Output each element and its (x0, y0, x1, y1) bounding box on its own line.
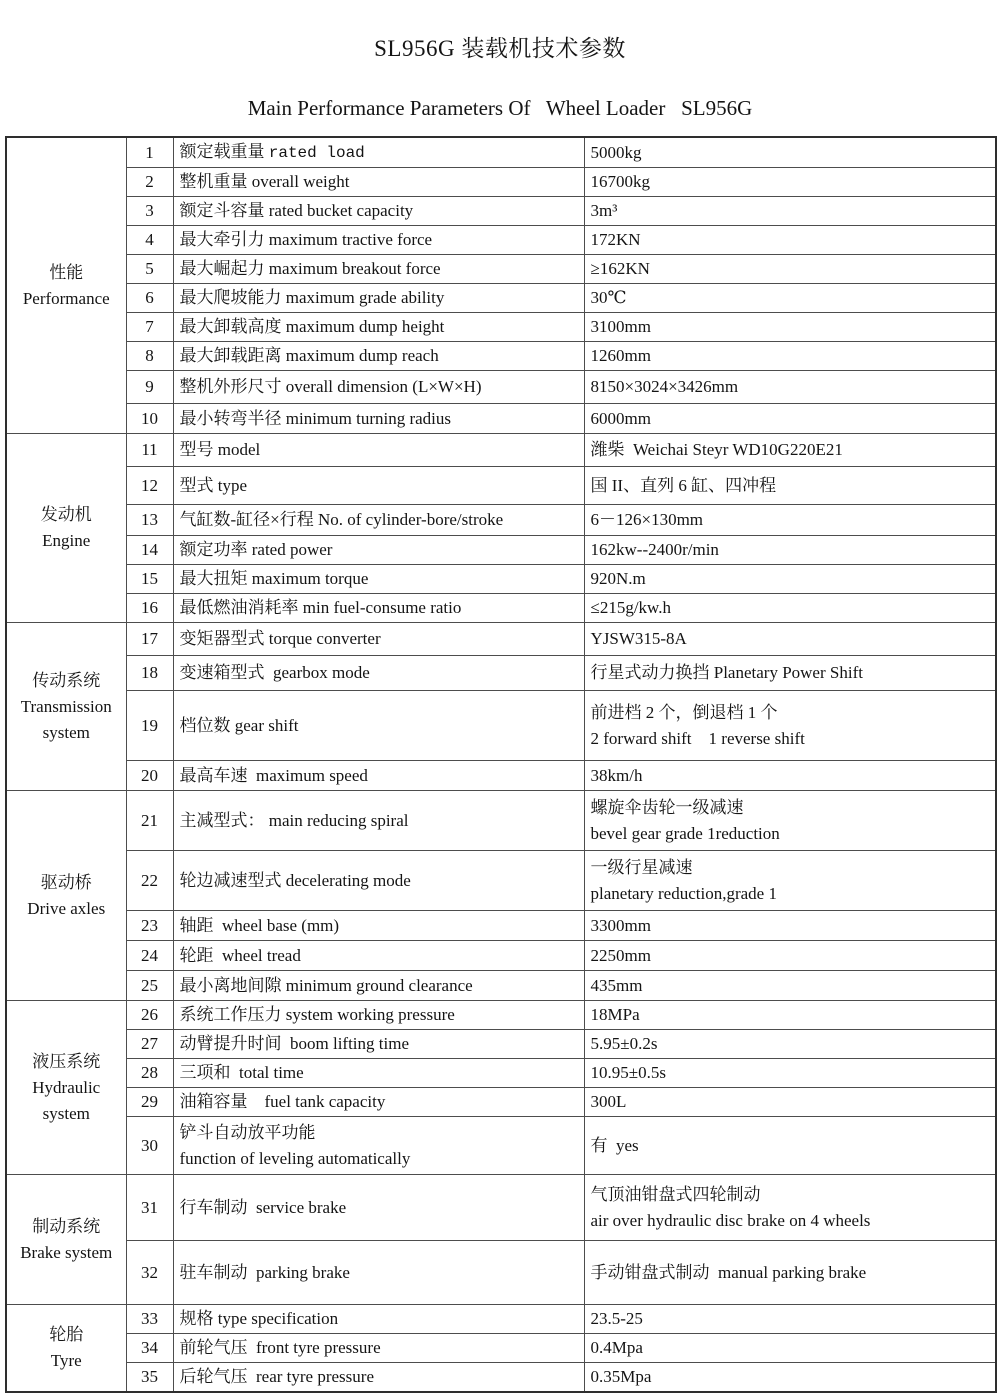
param-value-line: 16700kg (590, 172, 650, 191)
param-label-line: 动臂提升时间 boom lifting time (179, 1034, 409, 1053)
param-label-line: function of leveling automatically (179, 1148, 411, 1168)
param-value-line: 1260mm (590, 346, 651, 365)
param-value (584, 505, 996, 536)
param-value (584, 168, 996, 197)
param-value (584, 1241, 996, 1305)
table-row (6, 791, 996, 851)
param-value (584, 226, 996, 255)
param-label (173, 1030, 584, 1059)
param-label (173, 1175, 584, 1241)
param-label (173, 1001, 584, 1030)
section-label (6, 1305, 126, 1393)
table-row (6, 851, 996, 911)
param-value (584, 1030, 996, 1059)
table-row (6, 313, 996, 342)
param-label (173, 137, 584, 168)
table-row (6, 536, 996, 565)
row-number: 35 (126, 1363, 173, 1393)
param-label (173, 565, 584, 594)
param-value (584, 137, 996, 168)
row-number: 29 (126, 1088, 173, 1117)
page-title-en: Main Performance Parameters Of Wheel Loader SL956G (247, 96, 753, 120)
param-label-line: 型号 model (179, 440, 261, 459)
table-row (6, 761, 996, 791)
table-row (6, 565, 996, 594)
row-number: 18 (126, 656, 173, 691)
page-title-zh: SL956G 装载机技术参数 (374, 36, 626, 61)
param-value (584, 371, 996, 404)
param-value-line: planetary reduction,grade 1 (590, 883, 777, 903)
param-value (584, 1117, 996, 1175)
section-label (6, 434, 126, 623)
row-number: 31 (126, 1175, 173, 1241)
row-number: 28 (126, 1059, 173, 1088)
param-label (173, 623, 584, 656)
param-value (584, 1001, 996, 1030)
param-value-line: 气顶油钳盘式四轮制动 (590, 1184, 761, 1204)
row-number: 22 (126, 851, 173, 911)
table-row (6, 342, 996, 371)
param-label (173, 1088, 584, 1117)
param-value-line: 6－126×130mm (590, 510, 704, 529)
param-label-line: 前轮气压 front tyre pressure (179, 1338, 381, 1357)
section-label-line: Engine (42, 531, 91, 550)
param-label-en-mono: rated load (268, 144, 365, 162)
param-label-line: 变矩器型式 torque converter (179, 629, 381, 648)
row-number: 9 (126, 371, 173, 404)
param-label-line: 三项和 total time (179, 1063, 304, 1082)
table-row (6, 404, 996, 434)
param-label-line: 最低燃油消耗率 min fuel-consume ratio (179, 598, 462, 617)
param-value (584, 791, 996, 851)
param-label-line: 最大爬坡能力 maximum grade ability (179, 288, 445, 307)
param-label (173, 197, 584, 226)
param-label-line: 油箱容量 fuel tank capacity (179, 1092, 386, 1111)
param-value-line: 螺旋伞齿轮一级减速 (590, 797, 744, 817)
param-label-line: 最大牵引力 maximum tractive force (179, 230, 433, 249)
param-label-line: 最大卸载距离 maximum dump reach (179, 346, 439, 365)
section-label (6, 1001, 126, 1175)
row-number: 14 (126, 536, 173, 565)
param-label (173, 168, 584, 197)
param-value-line: 行星式动力换挡 Planetary Power Shift (590, 663, 863, 682)
param-label (173, 226, 584, 255)
row-number: 24 (126, 941, 173, 971)
param-label-line: 最大崛起力 maximum breakout force (179, 259, 441, 278)
section-label-line: system (42, 1103, 90, 1123)
table-row (6, 197, 996, 226)
section-label-line: 发动机 (40, 505, 92, 524)
row-number: 16 (126, 594, 173, 623)
table-row (6, 1305, 996, 1334)
row-number: 19 (126, 691, 173, 761)
param-value (584, 313, 996, 342)
param-label (173, 791, 584, 851)
param-value-line: 3100mm (590, 317, 651, 336)
param-label (173, 761, 584, 791)
table-row (6, 226, 996, 255)
section-label-line: 驱动桥 (40, 872, 92, 892)
param-label-line: 轴距 wheel base (mm) (179, 915, 340, 935)
row-number: 32 (126, 1241, 173, 1305)
param-label-line: 气缸数-缸径×行程 No. of cylinder-bore/stroke (179, 510, 504, 529)
row-number: 6 (126, 284, 173, 313)
row-number: 8 (126, 342, 173, 371)
param-label (173, 594, 584, 623)
param-label (173, 434, 584, 467)
param-value (584, 691, 996, 761)
param-label (173, 1363, 584, 1393)
param-value (584, 404, 996, 434)
param-value-line: 5000kg (590, 142, 642, 162)
param-label (173, 371, 584, 404)
param-label-line: 铲斗自动放平功能 (179, 1122, 316, 1142)
param-label-line: 系统工作压力 system working pressure (179, 1005, 455, 1024)
param-value-line: 3300mm (590, 915, 651, 935)
param-value (584, 1363, 996, 1393)
param-value-line: ≤215g/kw.h (590, 598, 671, 617)
param-label-line: 行车制动 service brake (179, 1197, 347, 1217)
param-label (173, 1241, 584, 1305)
param-value (584, 656, 996, 691)
table-row (6, 255, 996, 284)
param-label-line: 变速箱型式 gearbox mode (179, 663, 370, 682)
table-row (6, 1117, 996, 1175)
param-label (173, 313, 584, 342)
section-label (6, 137, 126, 434)
param-value (584, 911, 996, 941)
param-label (173, 1334, 584, 1363)
param-label-line: 最高车速 maximum speed (179, 765, 368, 785)
param-label-line: 轮边减速型式 decelerating mode (179, 870, 411, 890)
param-label (173, 851, 584, 911)
row-number: 12 (126, 467, 173, 505)
param-value-line: 潍柴 Weichai Steyr WD10G220E21 (590, 440, 843, 459)
section-label-line: system (42, 722, 90, 742)
param-label (173, 971, 584, 1001)
table-row (6, 1030, 996, 1059)
table-row (6, 1241, 996, 1305)
param-value-line: 前进档 2 个，倒退档 1 个 (590, 702, 778, 722)
param-value (584, 536, 996, 565)
param-value (584, 1305, 996, 1334)
param-label (173, 911, 584, 941)
param-value-line: 30℃ (590, 288, 627, 307)
param-value-line: 国 II、直列 6 缸、四冲程 (590, 475, 777, 495)
section-label (6, 791, 126, 1001)
param-value-line: 手动钳盘式制动 manual parking brake (590, 1262, 867, 1282)
param-value (584, 1334, 996, 1363)
row-number: 2 (126, 168, 173, 197)
param-value (584, 467, 996, 505)
param-value (584, 761, 996, 791)
spec-table (5, 136, 997, 1393)
section-label (6, 1175, 126, 1305)
section-label-line: Performance (22, 288, 110, 308)
row-number: 10 (126, 404, 173, 434)
param-value-line: bevel gear grade 1reduction (590, 823, 780, 843)
param-label-line: 最大卸载高度 maximum dump height (179, 317, 445, 336)
param-value-line: 8150×3024×3426mm (590, 377, 739, 396)
section-label-line: 制动系统 (32, 1216, 101, 1236)
param-label (173, 536, 584, 565)
section-label-line: Drive axles (27, 898, 106, 918)
param-value (584, 971, 996, 1001)
param-value-line: 920N.m (590, 569, 646, 588)
param-label-line: 额定斗容量 rated bucket capacity (179, 201, 414, 220)
param-label (173, 691, 584, 761)
section-label-line: 液压系统 (32, 1051, 101, 1071)
row-number: 13 (126, 505, 173, 536)
row-number: 25 (126, 971, 173, 1001)
section-label-line: 传动系统 (32, 670, 101, 690)
row-number: 3 (126, 197, 173, 226)
param-label (173, 404, 584, 434)
table-row (6, 284, 996, 313)
row-number: 21 (126, 791, 173, 851)
row-number: 5 (126, 255, 173, 284)
table-row (6, 168, 996, 197)
param-value-line: 有 yes (590, 1135, 639, 1155)
param-value-line: 2250mm (590, 945, 651, 965)
row-number: 23 (126, 911, 173, 941)
param-label-line: 型式 type (179, 475, 248, 495)
table-row (6, 656, 996, 691)
param-label (173, 467, 584, 505)
table-row (6, 1334, 996, 1363)
row-number: 11 (126, 434, 173, 467)
param-label-line: 轮距 wheel tread (179, 945, 301, 965)
param-value (584, 941, 996, 971)
row-number: 1 (126, 137, 173, 168)
table-row (6, 971, 996, 1001)
param-label (173, 1305, 584, 1334)
row-number: 34 (126, 1334, 173, 1363)
param-value-line: 3m³ (590, 201, 618, 220)
param-value-line: 2 forward shift 1 reverse shift (590, 728, 805, 748)
table-row (6, 911, 996, 941)
param-label-line: 最小转弯半径 minimum turning radius (179, 408, 452, 428)
param-label (173, 255, 584, 284)
param-value (584, 623, 996, 656)
param-value (584, 197, 996, 226)
row-number: 17 (126, 623, 173, 656)
table-row (6, 467, 996, 505)
row-number: 7 (126, 313, 173, 342)
param-value (584, 594, 996, 623)
table-row (6, 371, 996, 404)
param-label-line: 额定功率 rated power (179, 540, 333, 559)
row-number: 30 (126, 1117, 173, 1175)
param-value-line: 0.35Mpa (590, 1367, 652, 1386)
param-value-line: 435mm (590, 975, 643, 995)
param-label-line: 最小离地间隙 minimum ground clearance (179, 975, 473, 995)
param-value-line: 0.4Mpa (590, 1338, 643, 1357)
param-label-line: 规格 type specification (179, 1309, 339, 1328)
param-label-line: 档位数 gear shift (179, 715, 299, 735)
param-value-line: 5.95±0.2s (590, 1034, 658, 1053)
param-label (173, 656, 584, 691)
param-value (584, 1175, 996, 1241)
param-value-line: air over hydraulic disc brake on 4 wheels (590, 1210, 871, 1230)
param-label (173, 1117, 584, 1175)
param-label-zh: 额定载重量 (179, 142, 269, 161)
row-number: 20 (126, 761, 173, 791)
param-value-line: 10.95±0.5s (590, 1063, 666, 1082)
table-row (6, 1175, 996, 1241)
param-value (584, 434, 996, 467)
param-label (173, 284, 584, 313)
param-value (584, 255, 996, 284)
table-row (6, 941, 996, 971)
param-value-line: 6000mm (590, 408, 651, 428)
param-label-line: 整机外形尺寸 overall dimension (L×W×H) (179, 377, 482, 396)
table-row (6, 1363, 996, 1393)
param-label (173, 941, 584, 971)
section-label-line: 性能 (49, 262, 84, 282)
row-number: 27 (126, 1030, 173, 1059)
param-value-line: 18MPa (590, 1005, 640, 1024)
param-value (584, 851, 996, 911)
row-number: 33 (126, 1305, 173, 1334)
param-label-line: 整机重量 overall weight (179, 172, 350, 191)
table-row (6, 434, 996, 467)
section-label-line: Transmission (20, 696, 112, 716)
table-row (6, 1001, 996, 1030)
param-label-line: 主减型式： main reducing spiral (179, 810, 409, 830)
row-number: 15 (126, 565, 173, 594)
table-row (6, 594, 996, 623)
param-value (584, 342, 996, 371)
section-label-line: Hydraulic (32, 1077, 101, 1097)
section-label (6, 623, 126, 791)
param-value (584, 284, 996, 313)
param-label-line: 后轮气压 rear tyre pressure (179, 1367, 374, 1386)
table-row (6, 137, 996, 168)
param-value-line: 172KN (590, 230, 641, 249)
param-value-line: 162kw--2400r/min (590, 540, 719, 559)
section-label-line: 轮胎 (49, 1325, 84, 1344)
param-label (173, 1059, 584, 1088)
param-value-line: 一级行星减速 (590, 857, 693, 877)
table-row (6, 623, 996, 656)
param-value-line: 38km/h (590, 765, 643, 785)
table-row (6, 1059, 996, 1088)
table-row (6, 691, 996, 761)
section-label-line: Tyre (50, 1351, 82, 1370)
param-value-line: 23.5-25 (590, 1309, 643, 1328)
param-label-line: 最大扭矩 maximum torque (179, 569, 369, 588)
table-row (6, 505, 996, 536)
param-label-line: 驻车制动 parking brake (179, 1262, 350, 1282)
row-number: 26 (126, 1001, 173, 1030)
param-label (173, 342, 584, 371)
param-value (584, 1059, 996, 1088)
row-number: 4 (126, 226, 173, 255)
param-value-line: ≥162KN (590, 259, 650, 278)
param-value (584, 565, 996, 594)
param-label (173, 505, 584, 536)
param-value (584, 1088, 996, 1117)
section-label-line: Brake system (20, 1242, 113, 1262)
table-row (6, 1088, 996, 1117)
param-value-line: 300L (590, 1092, 627, 1111)
param-value-line: YJSW315-8A (590, 629, 687, 648)
